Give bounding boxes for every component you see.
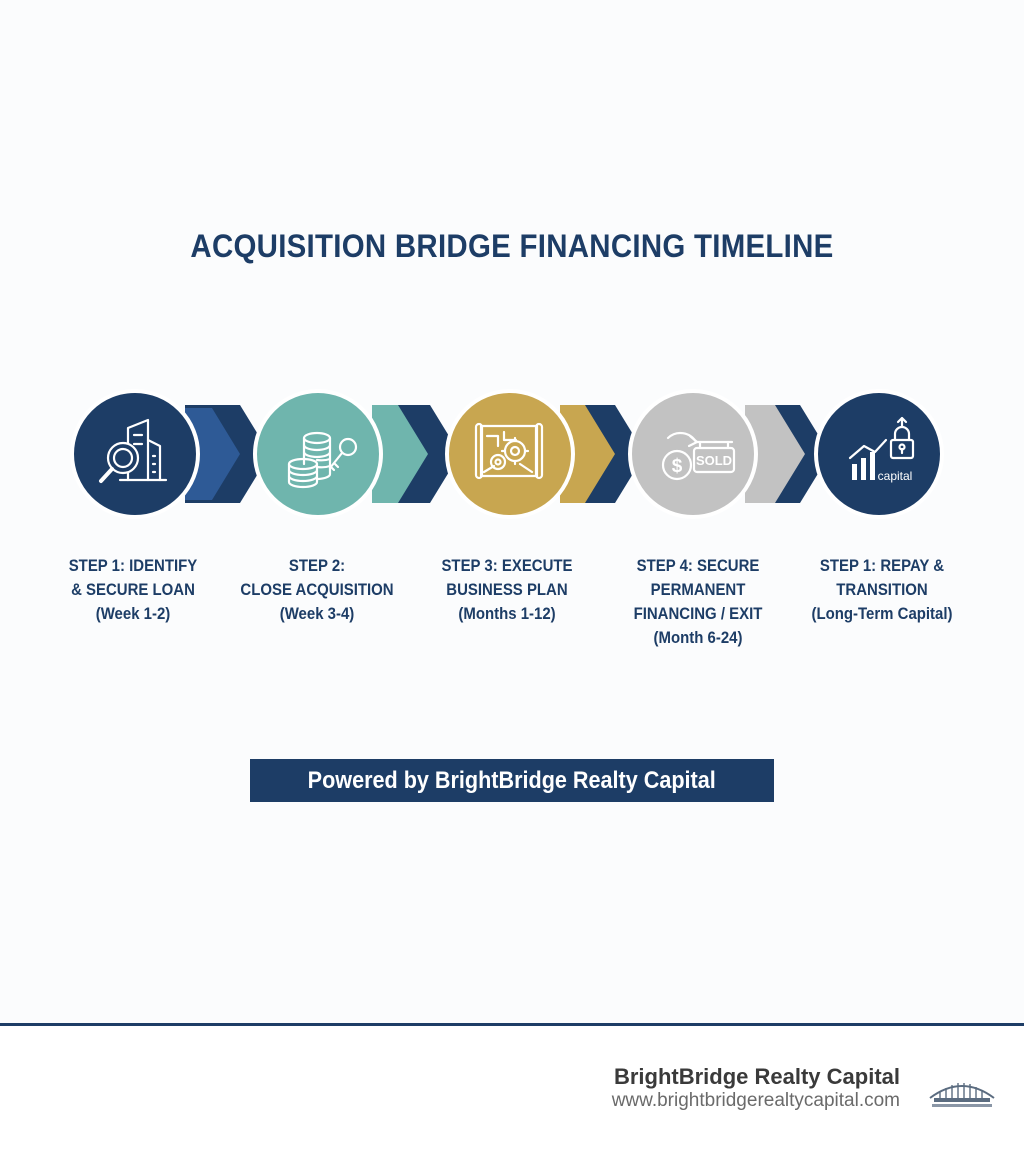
step-1-line-1: STEP 1: IDENTIFY [68, 556, 198, 575]
page-title: ACQUISITION BRIDGE FINANCING TIMELINE [190, 228, 834, 264]
footer-brand-name: BrightBridge Realty Capital [613, 1064, 900, 1089]
bridge-logo-icon [928, 1074, 996, 1108]
step-5-line-1: STEP 1: REPAY & [819, 556, 945, 575]
step-4-line-3: (Month 6-24) [653, 628, 743, 647]
step-label-5 [794, 554, 970, 626]
step-5-line-2: TRANSITION [836, 580, 928, 599]
step-circle-5 [816, 391, 942, 517]
timeline-graphic [0, 380, 1024, 530]
step-3-line-2: BUSINESS PLAN [446, 580, 568, 599]
footer-brand-url[interactable]: www.brightbridgerealtycapital.com [611, 1090, 900, 1111]
step-3-line-1: STEP 3: EXECUTE [441, 556, 573, 575]
sold-sign-text: SOLD [695, 453, 733, 468]
timeline-flow [0, 380, 1024, 530]
step-3-line-3: (Months 1-12) [458, 604, 556, 623]
step-label-4 [601, 554, 795, 650]
powered-by-banner [250, 759, 774, 802]
step-2-line-1: STEP 2: [288, 556, 346, 575]
dollar-sign-text: $ [671, 456, 683, 477]
step-label-1 [45, 554, 221, 626]
step-2-line-2: CLOSE ACQUISITION [240, 580, 394, 599]
step-4-line-1: STEP 4: SECURE PERMANENT [636, 556, 760, 599]
powered-by-text: Powered by BrightBridge Realty Capital [307, 767, 717, 794]
step-5-line-3: (Long-Term Capital) [811, 604, 953, 623]
capital-icon-text: capital [877, 469, 913, 483]
step-1-line-2: & SECURE LOAN [71, 580, 195, 599]
step-circle-3 [447, 391, 573, 517]
step-4-line-2: FINANCING / EXIT [633, 604, 763, 623]
step-1-line-3: (Week 1-2) [95, 604, 171, 623]
step-circle-2 [255, 391, 381, 517]
step-label-2 [229, 554, 405, 626]
step-label-3 [423, 554, 590, 626]
step-2-line-3: (Week 3-4) [279, 604, 355, 623]
